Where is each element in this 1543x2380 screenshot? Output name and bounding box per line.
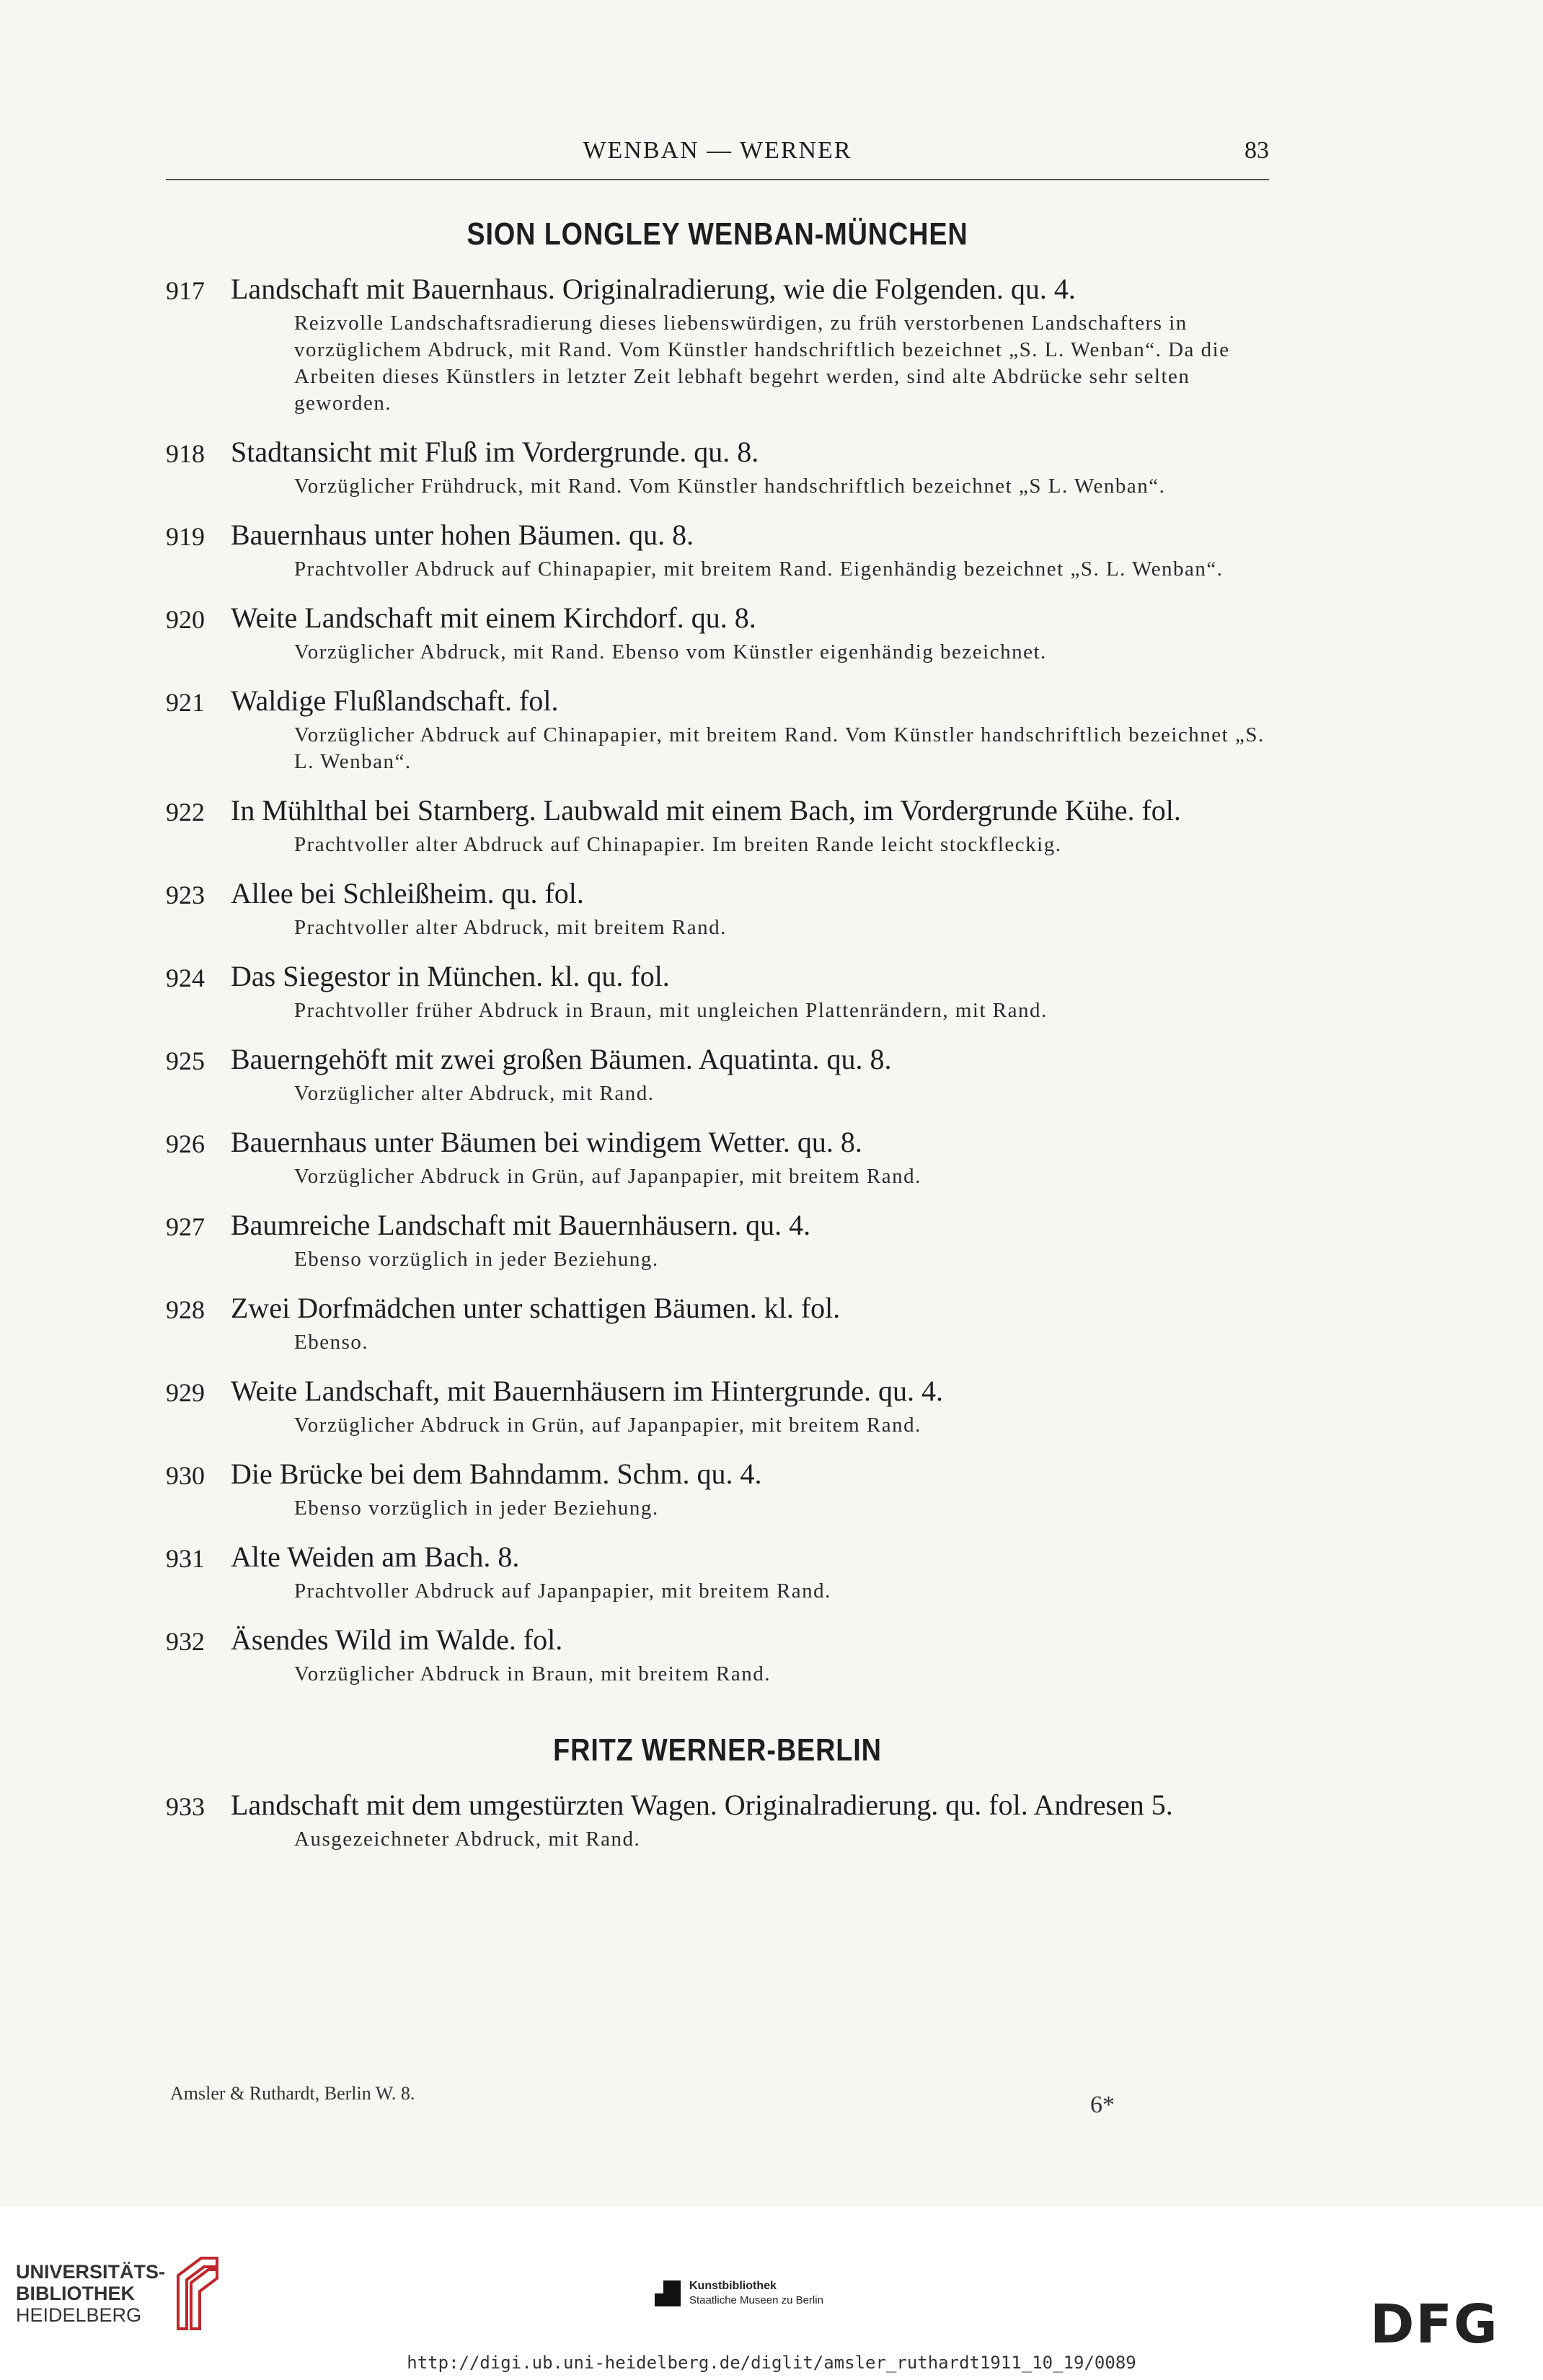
- ub-line-2: BIBLIOTHEK: [16, 2283, 135, 2304]
- kb-line-1: Kunstbibliothek: [689, 2280, 777, 2292]
- entry-title: Die Brücke bei dem Bahndamm. Schm. qu. 4.: [231, 1458, 762, 1490]
- entry-head: [166, 1126, 1269, 1160]
- catalog-entry-932: [166, 1623, 1269, 1688]
- entry-title: Weite Landschaft, mit Bauernhäusern im Hintergrunde. qu. 4.: [231, 1375, 943, 1407]
- entry-number: 922: [166, 798, 205, 827]
- catalog-entry-929: [166, 1375, 1269, 1439]
- entry-head: [166, 1375, 1269, 1409]
- entry-title: Landschaft mit dem umgestürzten Wagen. Originalradierung. qu. fol. Andresen 5.: [231, 1789, 1173, 1821]
- entry-head: [166, 1541, 1269, 1575]
- entry-number: 918: [166, 439, 205, 468]
- entry-description: Vorzüglicher alter Abdruck, mit Rand.: [294, 1082, 655, 1105]
- entry-description: Vorzüglicher Abdruck in Grün, auf Japanpapier, mit breitem Rand.: [294, 1414, 921, 1437]
- entry-description: Vorzüglicher Abdruck auf Chinapapier, mit breitem Rand. Vom Künstler handschriftlich bezeichnet „S. L. Wenban“.: [294, 723, 1265, 773]
- entry-description: Prachtvoller alter Abdruck auf Chinapapier. Im breiten Rande leicht stockfleckig.: [294, 833, 1062, 856]
- entry-description: Vorzüglicher Abdruck in Braun, mit breitem Rand.: [294, 1662, 772, 1685]
- entry-title: Alte Weiden am Bach. 8.: [231, 1541, 520, 1573]
- entry-title: Äsendes Wild im Walde. fol.: [231, 1623, 563, 1656]
- ub-logo-text: [16, 2261, 165, 2326]
- entry-head: [166, 436, 1269, 470]
- entry-head: [166, 1209, 1269, 1243]
- entry-description: Ebenso vorzüglich in jeder Beziehung.: [294, 1248, 659, 1271]
- entry-title: Bauernhaus unter Bäumen bei windigem Wetter. qu. 8.: [231, 1126, 862, 1158]
- entry-number: 932: [166, 1627, 205, 1656]
- entry-head: [166, 1292, 1269, 1326]
- entry-head: [166, 1623, 1269, 1658]
- catalog-entry-928: [166, 1292, 1269, 1356]
- ub-heidelberg-logo[interactable]: [16, 2254, 223, 2333]
- entry-head: [166, 601, 1269, 636]
- entry-head: [166, 1458, 1269, 1492]
- catalog-entry-919: [166, 519, 1269, 583]
- entry-list-werner: [166, 1789, 1269, 1853]
- entry-description: Ausgezeichneter Abdruck, mit Rand.: [294, 1828, 641, 1851]
- catalog-entry-923: [166, 877, 1269, 941]
- entry-number: 926: [166, 1129, 205, 1158]
- entry-number: 921: [166, 688, 205, 717]
- entry-title: Bauernhaus unter hohen Bäumen. qu. 8.: [231, 519, 694, 551]
- page-number: 83: [1244, 137, 1269, 164]
- entry-title: Allee bei Schleißheim. qu. fol.: [231, 877, 584, 909]
- entry-head: [166, 519, 1269, 553]
- catalog-entry-926: [166, 1126, 1269, 1190]
- kunstbibliothek-logo[interactable]: [655, 2279, 823, 2308]
- catalog-entry-927: [166, 1209, 1269, 1273]
- catalog-entry-925: [166, 1043, 1269, 1107]
- entry-head: [166, 960, 1269, 995]
- entry-number: 933: [166, 1792, 205, 1821]
- entry-title: Baumreiche Landschaft mit Bauernhäusern. qu. 4.: [231, 1209, 811, 1241]
- ub-line-1: UNIVERSITÄTS-: [16, 2261, 166, 2283]
- catalog-content: [166, 216, 1269, 1872]
- entry-number: 931: [166, 1544, 205, 1573]
- kunstbibliothek-text: [689, 2279, 823, 2308]
- entry-head: [166, 273, 1269, 307]
- entry-description: Reizvolle Landschaftsradierung dieses liebenswürdigen, zu früh verstorbenen Landschafters in vorzüglichem Abdruck, mit Rand. Vom Künstler handschriftlich bezeichnet „S. L. Wenban“. Da die Arbeiten dieses Künstlers in letzter Zeit lebhaft begehrt werden, sind alte Abdrücke sehr selten geworden.: [294, 312, 1230, 415]
- section-title-wenban: SION LONGLEY WENBAN-MÜNCHEN: [467, 216, 968, 252]
- catalog-entry-924: [166, 960, 1269, 1024]
- catalog-entry-921: [166, 684, 1269, 775]
- entry-description: Prachtvoller Abdruck auf Japanpapier, mit breitem Rand.: [294, 1579, 831, 1603]
- catalog-entry-930: [166, 1458, 1269, 1522]
- entry-description: Vorzüglicher Abdruck in Grün, auf Japanpapier, mit breitem Rand.: [294, 1165, 921, 1188]
- running-title: WENBAN — WERNER: [583, 137, 852, 164]
- entry-number: 930: [166, 1461, 205, 1490]
- entry-title: Weite Landschaft mit einem Kirchdorf. qu. 8.: [231, 601, 756, 634]
- entry-description: Ebenso.: [294, 1331, 369, 1354]
- entry-description: Vorzüglicher Abdruck, mit Rand. Ebenso vom Künstler eigenhändig bezeichnet.: [294, 640, 1047, 664]
- entry-title: Bauerngehöft mit zwei großen Bäumen. Aquatinta. qu. 8.: [231, 1043, 892, 1075]
- entry-description: Vorzüglicher Frühdruck, mit Rand. Vom Künstler handschriftlich bezeichnet „S L. Wenban“.: [294, 475, 1166, 498]
- catalog-entry-922: [166, 794, 1269, 858]
- catalog-entry-918: [166, 436, 1269, 500]
- kunstbibliothek-emblem-icon: [655, 2280, 681, 2306]
- entry-head: [166, 684, 1269, 719]
- entry-title: Waldige Flußlandschaft. fol.: [231, 684, 559, 717]
- entry-list-wenban: [166, 273, 1269, 1688]
- running-head: [166, 137, 1269, 173]
- entry-description: Prachtvoller alter Abdruck, mit breitem Rand.: [294, 916, 727, 939]
- dfg-logo[interactable]: DFG: [1370, 2293, 1499, 2355]
- entry-number: 923: [166, 881, 205, 909]
- catalog-entry-931: [166, 1541, 1269, 1605]
- entry-number: 928: [166, 1295, 205, 1324]
- section-title-werner: FRITZ WERNER-BERLIN: [553, 1732, 882, 1768]
- entry-description: Prachtvoller Abdruck auf Chinapapier, mit breitem Rand. Eigenhändig bezeichnet „S. L. Wenban“.: [294, 557, 1224, 581]
- entry-number: 920: [166, 605, 205, 634]
- ub-line-3: HEIDELBERG: [16, 2304, 142, 2326]
- entry-title: Landschaft mit Bauernhaus. Originalradierung, wie die Folgenden. qu. 4.: [231, 273, 1076, 305]
- entry-title: Das Siegestor in München. kl. qu. fol.: [231, 960, 670, 992]
- kb-line-2: Staatliche Museen zu Berlin: [689, 2294, 823, 2306]
- entry-description: Prachtvoller früher Abdruck in Braun, mit ungleichen Plattenrändern, mit Rand.: [294, 999, 1048, 1022]
- permalink-url[interactable]: http://digi.ub.uni-heidelberg.de/diglit/amsler_ruthardt1911_10_19/0089: [407, 2353, 1136, 2373]
- entry-head: [166, 794, 1269, 829]
- entry-title: Zwei Dorfmädchen unter schattigen Bäumen. kl. fol.: [231, 1292, 841, 1324]
- entry-head: [166, 1043, 1269, 1077]
- entry-title: In Mühlthal bei Starnberg. Laubwald mit einem Bach, im Vordergrunde Kühe. fol.: [231, 794, 1181, 827]
- entry-number: 929: [166, 1378, 205, 1407]
- entry-head: [166, 1789, 1269, 1823]
- entry-number: 924: [166, 964, 205, 992]
- entry-number: 917: [166, 276, 205, 305]
- signature-mark: 6*: [1090, 2092, 1115, 2118]
- catalog-entry-917: [166, 273, 1269, 417]
- catalog-entry-920: [166, 601, 1269, 666]
- entry-number: 919: [166, 522, 205, 551]
- catalog-entry-933: [166, 1789, 1269, 1853]
- publisher-imprint: Amsler & Ruthardt, Berlin W. 8.: [170, 2083, 415, 2104]
- entry-head: [166, 877, 1269, 912]
- entry-description: Ebenso vorzüglich in jeder Beziehung.: [294, 1497, 659, 1520]
- entry-number: 927: [166, 1212, 205, 1241]
- entry-number: 925: [166, 1046, 205, 1075]
- ub-emblem-icon: [172, 2254, 223, 2333]
- header-rule: [166, 179, 1269, 180]
- entry-title: Stadtansicht mit Fluß im Vordergrunde. qu. 8.: [231, 436, 759, 468]
